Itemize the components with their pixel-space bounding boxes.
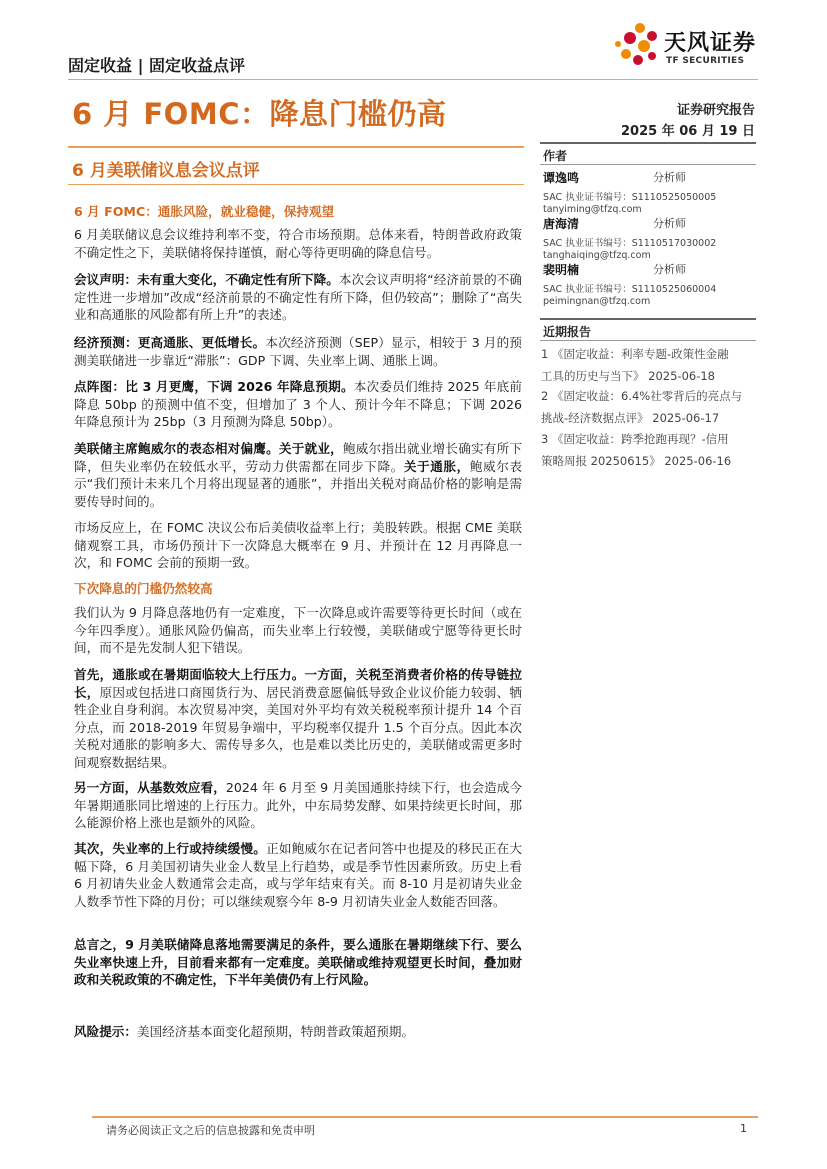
author-card — [543, 261, 759, 307]
paragraph-text: 本次经济预测（SEP）显示，相较于 3 月的预测美联储进一步靠近“滞胀”：GDP 下调、失业率上调、通胀上调。 — [74, 335, 523, 368]
recent-report-line: 2 《固定收益：6.4%社零背后的亮点与 — [541, 389, 743, 403]
company-logo — [612, 20, 762, 74]
paragraph-view: 我们认为 9 月降息落地仍有一定难度，下一次降息或许需要等待更长时间（或在今年四季度）。通胀风险仍偏高，而失业率上行较慢，美联储或宁愿等待更长时间，而不是先发制人犯下错误。 — [74, 605, 522, 656]
report-type: 证券研究报告 — [676, 103, 755, 118]
subtitle-divider — [68, 184, 524, 185]
recent-report-line: 3 《固定收益：跨季抢跑再现？-信用 — [541, 432, 729, 446]
recent-report-line: 1 《固定收益：利率专题-政策性金融 — [541, 347, 729, 361]
risk-warning — [74, 1023, 522, 1041]
paragraph-lead: 关于通胀， — [403, 458, 470, 474]
author-role: 分析师 — [653, 171, 686, 184]
paragraph-lead: 点阵图：比 3 月更鹰，下调 2026 年降息预期。 — [74, 379, 354, 394]
paragraph-lead: 另一方面，从基数效应看， — [74, 780, 226, 795]
sidebar-top-divider — [540, 142, 756, 144]
paragraph-lead: 经济预测：更高通胀、更低增长。 — [74, 335, 266, 350]
author-email[interactable]: peimingnan@tfzq.com — [543, 296, 651, 307]
recent-report-item[interactable] — [541, 343, 757, 387]
paragraph-lead: 总言之，9 月美联储降息落地需要满足的条件，要么通胀在暑期继续下行、要么失业率快速上升，目前看来都有一定难度。美联储或维持观望更长时间，叠加财政和关税政策的不确定性，下半年美债仍有上行风险。 — [74, 937, 522, 988]
author-email[interactable]: tanyiming@tfzq.com — [543, 204, 642, 215]
authors-heading: 作者 — [543, 149, 568, 163]
section-heading-threshold: 下次降息的门槛仍然较高 — [74, 581, 213, 596]
paragraph-text: 原因或包括进口商囤货行为、居民消费意愿偏低导致企业议价能力较弱、牺牲企业自身利润。本次贸易冲突，美国对外平均有效关税税率预计提升 14 个百分点，而 2018-2019 年贸易争端中，平均税率仅提升 1.5 个百分点。因此本次关税对通胀的影响多大、需传导多久，也是难以类比历史的，美联储或需更多时间观察数据结果。 — [74, 684, 523, 770]
author-cert: SAC 执业证书编号：S1110525060004 — [543, 284, 717, 295]
title-divider — [68, 146, 524, 148]
reports-heading: 近期报告 — [543, 325, 592, 339]
report-title: 6 月 FOMC：降息门槛仍高 — [72, 97, 447, 131]
authors-heading-divider — [540, 164, 756, 165]
paragraph-powell — [74, 440, 522, 510]
paragraph-sep — [74, 334, 522, 369]
recent-report-item[interactable] — [541, 385, 757, 429]
paragraph-text: 鲍威尔指出就业增长确实有所下降，但失业率仍在较低水平，劳动力供需都在同步下降。 — [74, 441, 523, 474]
recent-report-line: 挑战-经济数据点评》 2025-06-17 — [541, 411, 720, 425]
paragraph-lead: 会议声明：未有重大变化，不确定性有所下降。 — [74, 272, 339, 287]
footer-disclaimer: 请务必阅读正文之后的信息披露和免责申明 — [106, 1124, 315, 1137]
author-name: 谭逸鸣 — [543, 171, 580, 185]
section-heading-fomc: 6 月 FOMC：通胀风险，就业稳健，保持观望 — [74, 204, 335, 219]
paragraph-text: 鲍威尔表示“我们预计未来几个月将出现显著的通胀”，并指出关税对商品价格的影响是需要传导时间的。 — [74, 458, 523, 509]
paragraph-lead: 其次，失业率的上行或持续缓慢。 — [74, 841, 267, 856]
paragraph-market: 市场反应上，在 FOMC 决议公布后美债收益率上行；美股转跌。根据 CME 美联储观察工具，市场仍预计下一次降息大概率在 9 月、并预计在 12 月再降息一次，和 FOMC 会前的预期一致。 — [74, 520, 522, 571]
paragraph-summary: 6 月美联储议息会议维持利率不变，符合市场预期。总体来看，特朗普政府政策不确定性之下，美联储将保持谨慎，耐心等待更明确的降息信号。 — [74, 227, 522, 260]
paragraph-dotplot — [74, 378, 522, 431]
paragraph-text: 2024 年 6 月至 9 月美国通胀持续下行，也会造成今年暑期通胀同比增速的上行压力。此外，中东局势发酵、如果持续更长时间，那么能源价格上涨也是额外的风险。 — [74, 780, 523, 831]
logo-text-en: TF SECURITIES — [666, 56, 745, 66]
reports-top-divider — [540, 318, 756, 320]
reports-heading-divider — [540, 340, 756, 341]
recent-report-line: 工具的历史与当下》 2025-06-18 — [541, 369, 715, 383]
paragraph-lead: 美联储主席鲍威尔的表态相对偏鹰。关于就业， — [74, 441, 343, 456]
paragraph-unemployment — [74, 840, 522, 910]
report-date: 2025 年 06 月 19 日 — [621, 124, 755, 139]
recent-report-line: 策略周报 20250615》 2025-06-16 — [541, 454, 732, 468]
paragraph-base-effect — [74, 779, 522, 832]
paragraph-lead: 首先，通胀或在暑期面临较大上行压力。一方面，关税至消费者价格的传导链拉长， — [74, 667, 522, 700]
logo-mark-icon — [612, 20, 664, 74]
risk-text: 美国经济基本面变化超预期，特朗普政策超预期。 — [136, 1024, 415, 1039]
author-card — [543, 215, 759, 261]
risk-label: 风险提示： — [74, 1024, 137, 1039]
logo-text-cn: 天风证券 — [664, 31, 757, 56]
author-role: 分析师 — [653, 217, 686, 230]
header-category: 固定收益 | 固定收益点评 — [68, 56, 245, 75]
footer-divider — [92, 1116, 758, 1118]
author-role: 分析师 — [653, 263, 686, 276]
author-name: 唐海清 — [543, 217, 580, 231]
author-card — [543, 169, 759, 215]
recent-report-item[interactable] — [541, 428, 757, 472]
paragraph-text: 本次会议声明将“经济前景的不确定性进一步增加”改成“经济前景的不确定性有所下降，但仍较高”；删除了“高失业和高通胀的风险都有所上升”的表述。 — [74, 272, 523, 323]
author-email[interactable]: tanghaiqing@tfzq.com — [543, 250, 651, 261]
author-cert: SAC 执业证书编号：S1110517030002 — [543, 238, 717, 249]
paragraph-conclusion — [74, 936, 522, 989]
author-cert: SAC 执业证书编号：S1110525050005 — [543, 192, 717, 203]
paragraph-text: 本次委员们维持 2025 年底前降息 50bp 的预测中值不变，但增加了 3 个人、预计今年不降息；下调 2026 年降息预计为 25bp（3 月预测为降息 50bp）。 — [74, 379, 522, 430]
page-number: 1 — [740, 1122, 747, 1135]
paragraph-text: 正如鲍威尔在记者问答中也提及的移民正在大幅下降，6 月美国初请失业金人数呈上行趋势，或是季节性因素所致。历史上看 6 月初请失业金人数通常会走高，或与学年结束有关。而 8-10 月是初请失业金人数季节性下降的月份；可以继续观察今年 8-9 月初请失业金人数能否回落。 — [74, 841, 523, 909]
paragraph-inflation — [74, 666, 522, 772]
header-divider — [68, 79, 758, 80]
report-subtitle: 6 月美联储议息会议点评 — [72, 161, 260, 181]
paragraph-statement — [74, 271, 522, 324]
author-name: 裴明楠 — [543, 263, 580, 277]
